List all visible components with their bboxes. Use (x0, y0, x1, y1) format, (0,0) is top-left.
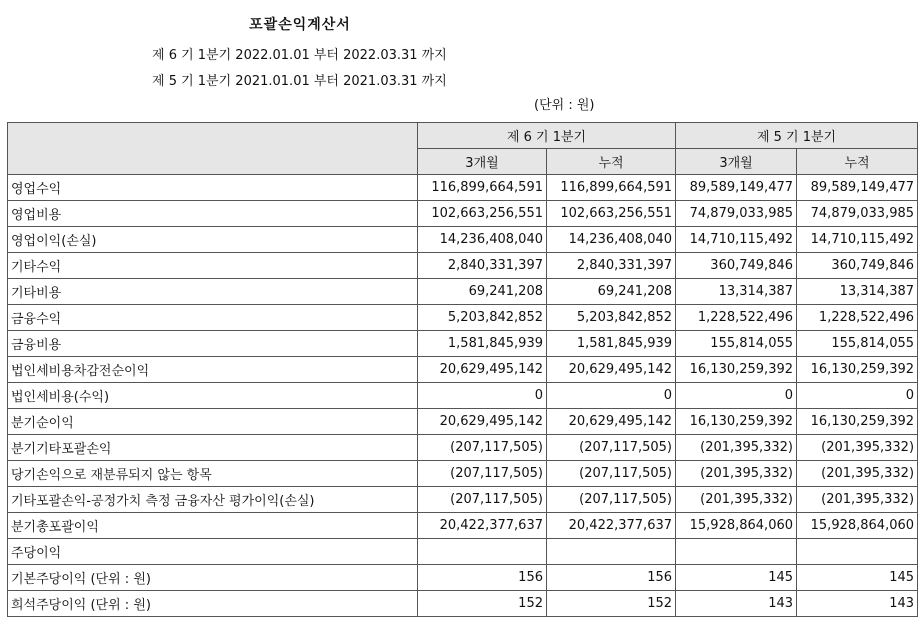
value-cell: 14,710,115,492 (797, 227, 918, 253)
header-row-periods (8, 123, 918, 149)
value-cell: 143 (797, 591, 918, 617)
value-cell: 69,241,208 (547, 279, 676, 305)
value-cell: 2,840,331,397 (547, 253, 676, 279)
value-cell: 15,928,864,060 (797, 513, 918, 539)
value-cell (676, 539, 797, 565)
value-cell: 20,629,495,142 (418, 357, 547, 383)
value-cell: (201,395,332) (676, 461, 797, 487)
value-cell: 20,629,495,142 (418, 409, 547, 435)
statement-title: 포괄손익계산서 (249, 17, 351, 33)
row-label: 금융수익 (8, 305, 418, 331)
value-cell: 116,899,664,591 (418, 175, 547, 201)
value-cell: (201,395,332) (797, 435, 918, 461)
value-cell: 14,236,408,040 (418, 227, 547, 253)
row-label: 분기총포괄이익 (8, 513, 418, 539)
value-cell: (201,395,332) (676, 435, 797, 461)
value-cell: 20,629,495,142 (547, 357, 676, 383)
value-cell: (207,117,505) (547, 435, 676, 461)
header-blank-cell (8, 123, 418, 175)
value-cell: 20,422,377,637 (418, 513, 547, 539)
table-row (8, 461, 918, 487)
value-cell: 1,228,522,496 (797, 305, 918, 331)
value-cell (797, 539, 918, 565)
value-cell: (201,395,332) (797, 461, 918, 487)
row-label: 기타수익 (8, 253, 418, 279)
table-row (8, 539, 918, 565)
value-cell (418, 539, 547, 565)
table-row (8, 253, 918, 279)
table-row (8, 279, 918, 305)
value-cell: 102,663,256,551 (547, 201, 676, 227)
table-row (8, 435, 918, 461)
row-label: 법인세비용(수익) (8, 383, 418, 409)
value-cell: 13,314,387 (797, 279, 918, 305)
table-row (8, 331, 918, 357)
value-cell: 0 (547, 383, 676, 409)
value-cell: 360,749,846 (797, 253, 918, 279)
row-label: 분기기타포괄손익 (8, 435, 418, 461)
value-cell: 156 (418, 565, 547, 591)
row-label: 기타포괄손익-공정가치 측정 금융자산 평가이익(손실) (8, 487, 418, 513)
value-cell: (201,395,332) (797, 487, 918, 513)
value-cell: 155,814,055 (797, 331, 918, 357)
value-cell: 20,629,495,142 (547, 409, 676, 435)
value-cell: (207,117,505) (547, 487, 676, 513)
table-row (8, 487, 918, 513)
value-cell: 155,814,055 (676, 331, 797, 357)
header-prior-cumulative: 누적 (797, 149, 918, 175)
row-label: 기본주당이익 (단위 : 원) (8, 565, 418, 591)
value-cell: 143 (676, 591, 797, 617)
table-row (8, 383, 918, 409)
value-cell: 74,879,033,985 (676, 201, 797, 227)
table-row (8, 357, 918, 383)
value-cell: 116,899,664,591 (547, 175, 676, 201)
value-cell: 16,130,259,392 (797, 357, 918, 383)
header-current-period: 제 6 기 1분기 (418, 123, 676, 149)
table-row (8, 591, 918, 617)
row-label: 기타비용 (8, 279, 418, 305)
header-prior-3m: 3개월 (676, 149, 797, 175)
row-label: 영업비용 (8, 201, 418, 227)
value-cell: 5,203,842,852 (418, 305, 547, 331)
value-cell: (207,117,505) (418, 435, 547, 461)
table-row (8, 175, 918, 201)
value-cell: 1,581,845,939 (418, 331, 547, 357)
value-cell: 16,130,259,392 (797, 409, 918, 435)
value-cell: (207,117,505) (418, 461, 547, 487)
table-row (8, 305, 918, 331)
value-cell: 15,928,864,060 (676, 513, 797, 539)
value-cell: 0 (418, 383, 547, 409)
value-cell: 16,130,259,392 (676, 409, 797, 435)
value-cell: 14,236,408,040 (547, 227, 676, 253)
row-label: 주당이익 (8, 539, 418, 565)
row-label: 법인세비용차감전순이익 (8, 357, 418, 383)
row-label: 영업이익(손실) (8, 227, 418, 253)
value-cell: 2,840,331,397 (418, 253, 547, 279)
row-label: 당기손익으로 재분류되지 않는 항목 (8, 461, 418, 487)
value-cell: 89,589,149,477 (676, 175, 797, 201)
value-cell: 1,228,522,496 (676, 305, 797, 331)
table-row (8, 565, 918, 591)
value-cell: 89,589,149,477 (797, 175, 918, 201)
value-cell: 0 (797, 383, 918, 409)
income-statement-table (7, 122, 918, 617)
value-cell: 145 (676, 565, 797, 591)
value-cell: (201,395,332) (676, 487, 797, 513)
row-label: 분기순이익 (8, 409, 418, 435)
value-cell: 13,314,387 (676, 279, 797, 305)
value-cell: 14,710,115,492 (676, 227, 797, 253)
value-cell: 152 (418, 591, 547, 617)
header-current-3m: 3개월 (418, 149, 547, 175)
header-prior-period: 제 5 기 1분기 (676, 123, 918, 149)
period-current: 제 6 기 1분기 2022.01.01 부터 2022.03.31 까지 (152, 48, 447, 63)
row-label: 영업수익 (8, 175, 418, 201)
table-row (8, 201, 918, 227)
value-cell: 1,581,845,939 (547, 331, 676, 357)
unit-label: (단위 : 원) (534, 98, 595, 113)
value-cell: 16,130,259,392 (676, 357, 797, 383)
value-cell: 20,422,377,637 (547, 513, 676, 539)
value-cell: 0 (676, 383, 797, 409)
table-row (8, 409, 918, 435)
table-row (8, 513, 918, 539)
value-cell: (207,117,505) (547, 461, 676, 487)
value-cell: 69,241,208 (418, 279, 547, 305)
value-cell: 145 (797, 565, 918, 591)
value-cell: 74,879,033,985 (797, 201, 918, 227)
row-label: 희석주당이익 (단위 : 원) (8, 591, 418, 617)
value-cell: 156 (547, 565, 676, 591)
row-label: 금융비용 (8, 331, 418, 357)
value-cell: 5,203,842,852 (547, 305, 676, 331)
value-cell: 152 (547, 591, 676, 617)
value-cell: (207,117,505) (418, 487, 547, 513)
value-cell: 102,663,256,551 (418, 201, 547, 227)
table-row (8, 227, 918, 253)
period-prior: 제 5 기 1분기 2021.01.01 부터 2021.03.31 까지 (152, 74, 447, 89)
header-current-cumulative: 누적 (547, 149, 676, 175)
value-cell: 360,749,846 (676, 253, 797, 279)
value-cell (547, 539, 676, 565)
